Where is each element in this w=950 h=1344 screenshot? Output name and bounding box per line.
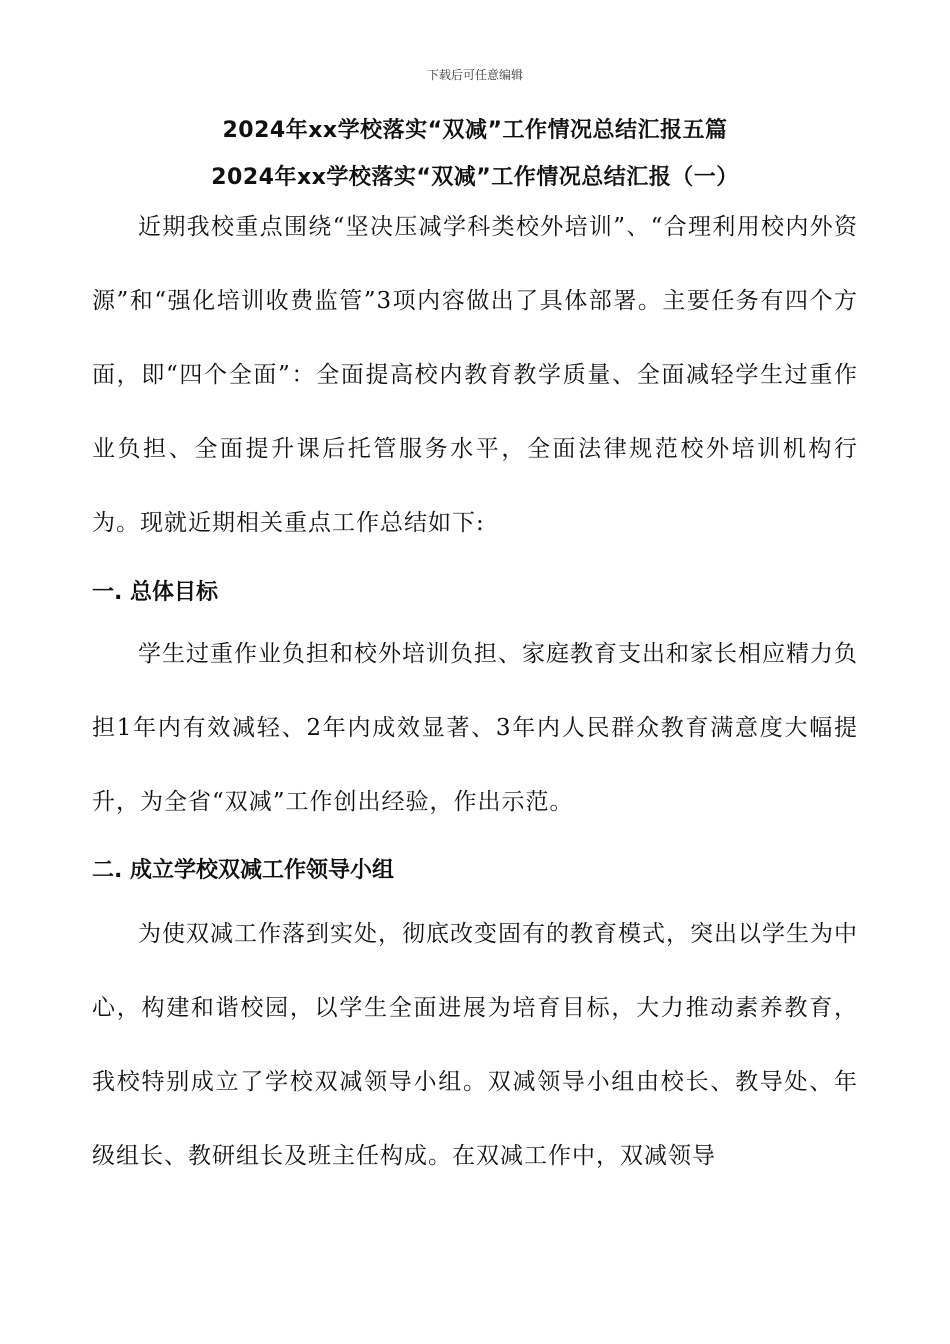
section-heading-group: 二. 成立学校双减工作领导小组 xyxy=(92,858,395,883)
paragraph-intro: 近期我校重点围绕“坚决压减学科类校外培训”、“合理利用校内外资源”和“强化培训收费监管”3项内容做出了具体部署。主要任务有四个方面，即“四个全面”：全面提高校内教育教学质量、全面减轻学生过重作业负担、全面提升课后托管服务水平，全面法律规范校外培训机构行为。现就近期相关重点工作总结如下: xyxy=(92,214,858,536)
section-heading-goal: 一. 总体目标 xyxy=(92,580,219,605)
paragraph-group: 为使双减工作落到实处，彻底改变固有的教育模式，突出以学生为中心，构建和谐校园，以学生全面进展为培育目标，大力推动素养教育，我校特别成立了学校双减领导小组。双减领导小组由校长、教导处、年级组长、教研组长及班主任构成。在双减工作中，双减领导 xyxy=(92,921,858,1169)
header-note: 下载后可任意编辑 xyxy=(426,68,523,82)
document-title: 2024年xx学校落实“双减”工作情况总结汇报五篇 xyxy=(222,118,728,143)
paragraph-goal: 学生过重作业负担和校外培训负担、家庭教育支出和家长相应精力负担1年内有效减轻、2年内成效显著、3年内人民群众教育满意度大幅提升，为全省“双减”工作创出经验，作出示范。 xyxy=(92,641,858,815)
document-subtitle: 2024年xx学校落实“双减”工作情况总结汇报（一） xyxy=(211,165,739,190)
